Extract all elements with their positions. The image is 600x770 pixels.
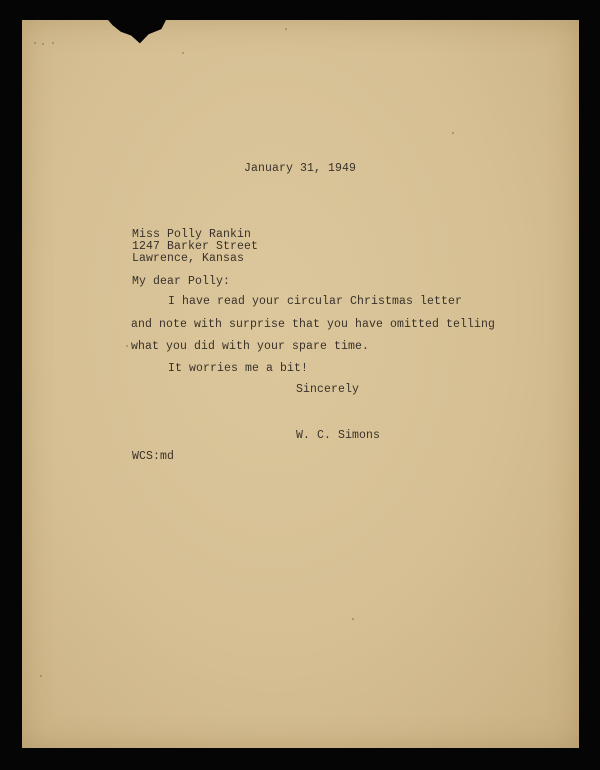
signer-name: W. C. Simons xyxy=(296,429,381,442)
paper-speck xyxy=(52,42,54,44)
recipient-street: 1247 Barker Street xyxy=(132,240,259,253)
paper-speck xyxy=(352,618,354,620)
paper-speck xyxy=(40,675,42,677)
paper-speck xyxy=(42,43,44,45)
paper-speck xyxy=(452,132,454,134)
paper-speck xyxy=(182,52,184,54)
recipient-name: Miss Polly Rankin xyxy=(132,228,252,241)
letter-date: January 31, 1949 xyxy=(244,162,357,175)
salutation: My dear Polly: xyxy=(132,275,231,288)
body-line-1: I have read your circular Christmas letter xyxy=(168,295,463,308)
body-line-2: and note with surprise that you have omitted telling xyxy=(131,318,496,331)
recipient-city: Lawrence, Kansas xyxy=(132,252,245,265)
paper-speck xyxy=(126,345,128,347)
paper-speck xyxy=(34,42,36,44)
paper-speck xyxy=(285,28,287,30)
letter-paper xyxy=(22,20,579,748)
body-line-4: It worries me a bit! xyxy=(168,362,309,375)
body-line-3: what you did with your spare time. xyxy=(131,340,370,353)
torn-corner xyxy=(108,20,166,46)
typist-initials: WCS:md xyxy=(132,450,175,463)
closing: Sincerely xyxy=(296,383,360,396)
